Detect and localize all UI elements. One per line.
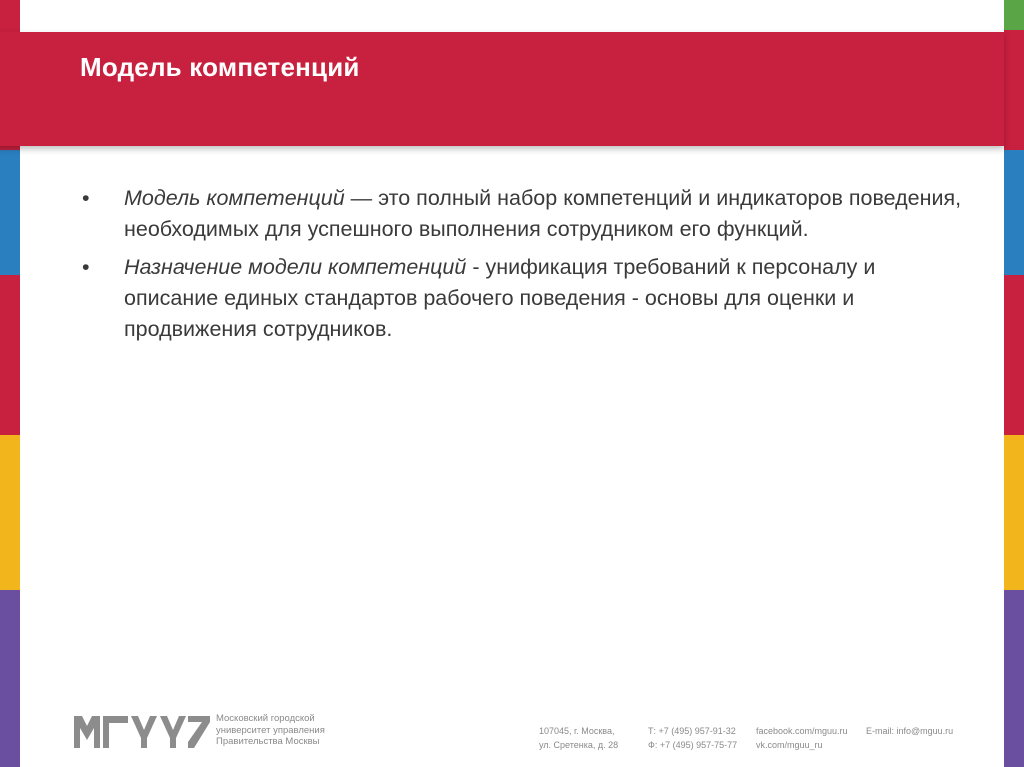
university-logo-icon	[74, 716, 210, 748]
title-bar	[0, 32, 1004, 146]
slide-content	[82, 183, 962, 352]
vk-link[interactable]: vk.com/mguu_ru	[756, 740, 823, 750]
bullet-term: Модель компетенций	[124, 186, 345, 210]
slide-title: Модель компетенций	[80, 52, 360, 82]
footer-email[interactable]: E-mail: info@mguu.ru	[866, 726, 954, 736]
right-decor-stripe	[1004, 0, 1024, 767]
bullet-marker: •	[82, 255, 90, 279]
bullet-text: — это полный набор компетенций и индикаторов поведения, необходимых для успешного выполнения сотрудником его функций.	[124, 186, 962, 241]
bullet-text: - унификация требований к персоналу и описание единых стандартов рабочего поведения - основы для оценки и продвижения сотрудников.	[124, 255, 876, 341]
footer-phones: Т: +7 (495) 957-91-32 Ф: +7 (495) 957-75-77	[648, 726, 738, 750]
bullet-item	[82, 252, 962, 345]
facebook-link[interactable]: facebook.com/mguu.ru	[756, 726, 848, 736]
footer-address: 107045, г. Москва, ул. Сретенка, д. 28	[539, 726, 619, 750]
footer-social-links	[756, 724, 848, 752]
bullet-item	[82, 183, 962, 245]
bullet-marker: •	[82, 186, 90, 210]
bullet-term: Назначение модели компетенций	[124, 255, 467, 279]
university-name: Московский городской университет управления Правительства Москвы	[216, 713, 325, 747]
